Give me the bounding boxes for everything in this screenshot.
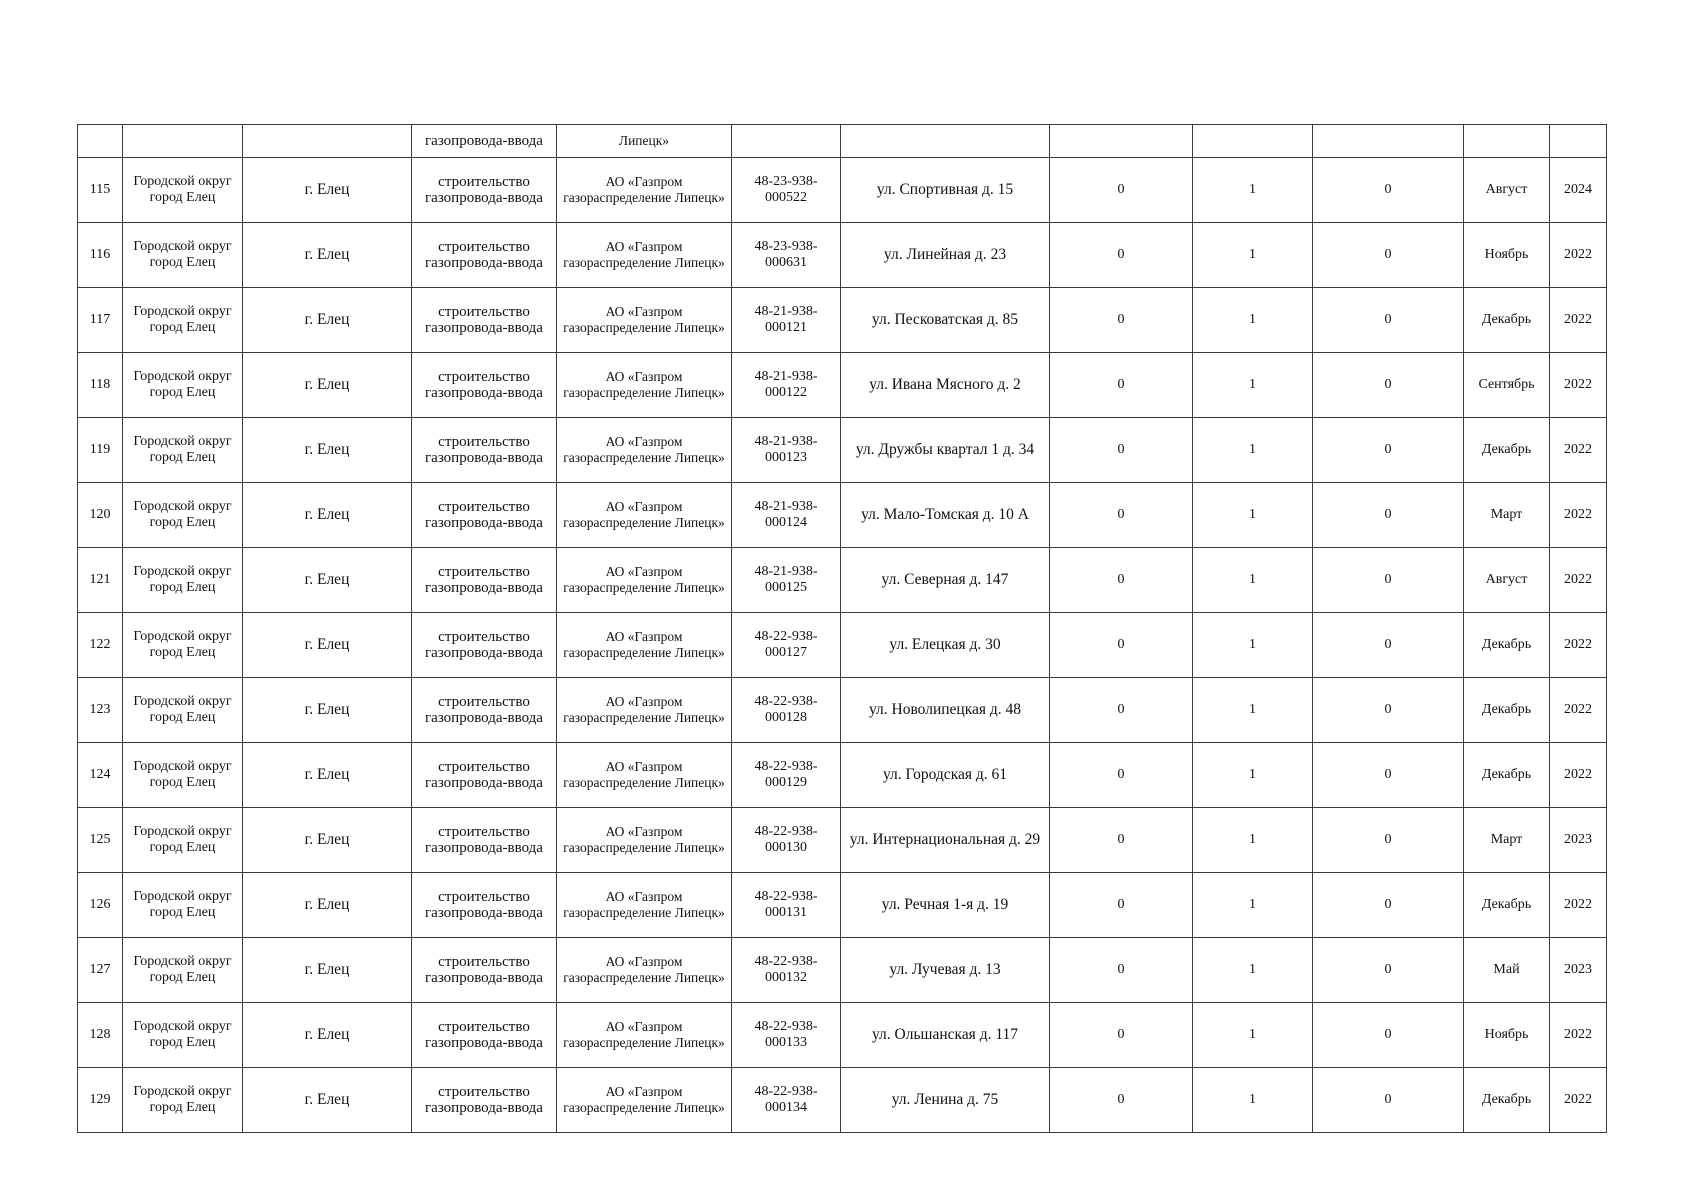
- cell-work: строительство газопровода-ввода: [412, 873, 557, 938]
- cell-address: ул. Ольшанская д. 117: [841, 1003, 1050, 1068]
- cell-v1: 0: [1050, 483, 1193, 548]
- cell-work: строительство газопровода-ввода: [412, 418, 557, 483]
- cell-v3: 0: [1313, 418, 1464, 483]
- table-body: [78, 125, 1607, 1133]
- cell-town: г. Елец: [243, 938, 412, 1003]
- cell-org: АО «Газпром газораспределение Липецк»: [557, 548, 732, 613]
- table-row: [78, 743, 1607, 808]
- cell-code: 48-22-938-000131: [732, 873, 841, 938]
- continuation-row: [78, 125, 1607, 158]
- cell-v1: 0: [1050, 288, 1193, 353]
- cell-month: Август: [1464, 158, 1550, 223]
- cell-month: Ноябрь: [1464, 1003, 1550, 1068]
- cell-town: г. Елец: [243, 353, 412, 418]
- cell-district: Городской округ город Елец: [123, 873, 243, 938]
- cell-num: [78, 125, 123, 158]
- cell-address: ул. Ивана Мясного д. 2: [841, 353, 1050, 418]
- cell-org: АО «Газпром газораспределение Липецк»: [557, 743, 732, 808]
- cell-v2: 1: [1193, 483, 1313, 548]
- cell-district: Городской округ город Елец: [123, 1068, 243, 1133]
- cell-month: [1464, 125, 1550, 158]
- cell-org: АО «Газпром газораспределение Липецк»: [557, 613, 732, 678]
- cell-code: [732, 125, 841, 158]
- cell-code: 48-23-938-000631: [732, 223, 841, 288]
- cell-month: Сентябрь: [1464, 353, 1550, 418]
- cell-org: АО «Газпром газораспределение Липецк»: [557, 1068, 732, 1133]
- cell-town: г. Елец: [243, 678, 412, 743]
- cell-num: 129: [78, 1068, 123, 1133]
- cell-district: Городской округ город Елец: [123, 808, 243, 873]
- cell-year: 2022: [1550, 223, 1607, 288]
- cell-district: Городской округ город Елец: [123, 353, 243, 418]
- cell-v1: 0: [1050, 1003, 1193, 1068]
- cell-num: 120: [78, 483, 123, 548]
- cell-v3: 0: [1313, 1003, 1464, 1068]
- cell-code: 48-23-938-000522: [732, 158, 841, 223]
- cell-district: Городской округ город Елец: [123, 158, 243, 223]
- cell-year: 2022: [1550, 1003, 1607, 1068]
- cell-org: АО «Газпром газораспределение Липецк»: [557, 353, 732, 418]
- table-row: [78, 808, 1607, 873]
- cell-district: Городской округ город Елец: [123, 223, 243, 288]
- cell-v3: 0: [1313, 548, 1464, 613]
- table-row: [78, 1068, 1607, 1133]
- cell-v2: 1: [1193, 158, 1313, 223]
- cell-org: Липецк»: [557, 125, 732, 158]
- cell-address: ул. Городская д. 61: [841, 743, 1050, 808]
- cell-year: 2022: [1550, 613, 1607, 678]
- cell-town: г. Елец: [243, 808, 412, 873]
- cell-v3: 0: [1313, 613, 1464, 678]
- cell-code: 48-21-938-000125: [732, 548, 841, 613]
- cell-v3: 0: [1313, 1068, 1464, 1133]
- table-row: [78, 613, 1607, 678]
- cell-district: Городской округ город Елец: [123, 418, 243, 483]
- cell-district: [123, 125, 243, 158]
- cell-town: г. Елец: [243, 223, 412, 288]
- cell-v1: 0: [1050, 743, 1193, 808]
- cell-address: ул. Мало-Томская д. 10 А: [841, 483, 1050, 548]
- cell-code: 48-22-938-000133: [732, 1003, 841, 1068]
- cell-v1: 0: [1050, 1068, 1193, 1133]
- cell-num: 125: [78, 808, 123, 873]
- table-row: [78, 1003, 1607, 1068]
- cell-month: Декабрь: [1464, 288, 1550, 353]
- cell-district: Городской округ город Елец: [123, 678, 243, 743]
- cell-num: 123: [78, 678, 123, 743]
- cell-year: 2022: [1550, 483, 1607, 548]
- cell-year: 2022: [1550, 418, 1607, 483]
- cell-v3: 0: [1313, 158, 1464, 223]
- cell-num: 128: [78, 1003, 123, 1068]
- cell-code: 48-22-938-000127: [732, 613, 841, 678]
- cell-v2: 1: [1193, 678, 1313, 743]
- cell-v2: [1193, 125, 1313, 158]
- table-row: [78, 483, 1607, 548]
- cell-year: 2022: [1550, 1068, 1607, 1133]
- cell-v1: [1050, 125, 1193, 158]
- cell-num: 122: [78, 613, 123, 678]
- cell-v1: 0: [1050, 223, 1193, 288]
- cell-v1: 0: [1050, 873, 1193, 938]
- cell-v1: 0: [1050, 678, 1193, 743]
- cell-code: 48-21-938-000123: [732, 418, 841, 483]
- cell-month: Март: [1464, 808, 1550, 873]
- cell-work: строительство газопровода-ввода: [412, 938, 557, 1003]
- cell-year: 2023: [1550, 808, 1607, 873]
- cell-v2: 1: [1193, 223, 1313, 288]
- cell-address: [841, 125, 1050, 158]
- cell-work: строительство газопровода-ввода: [412, 1068, 557, 1133]
- cell-month: Май: [1464, 938, 1550, 1003]
- cell-work: строительство газопровода-ввода: [412, 678, 557, 743]
- cell-work: строительство газопровода-ввода: [412, 1003, 557, 1068]
- cell-town: г. Елец: [243, 483, 412, 548]
- cell-town: г. Елец: [243, 613, 412, 678]
- cell-v2: 1: [1193, 873, 1313, 938]
- cell-num: 126: [78, 873, 123, 938]
- cell-work: строительство газопровода-ввода: [412, 158, 557, 223]
- cell-v3: 0: [1313, 288, 1464, 353]
- cell-work: строительство газопровода-ввода: [412, 288, 557, 353]
- cell-month: Декабрь: [1464, 1068, 1550, 1133]
- table-row: [78, 158, 1607, 223]
- cell-address: ул. Новолипецкая д. 48: [841, 678, 1050, 743]
- cell-town: [243, 125, 412, 158]
- cell-v2: 1: [1193, 353, 1313, 418]
- cell-district: Городской округ город Елец: [123, 1003, 243, 1068]
- cell-year: 2022: [1550, 873, 1607, 938]
- cell-year: 2023: [1550, 938, 1607, 1003]
- cell-year: [1550, 125, 1607, 158]
- cell-code: 48-22-938-000128: [732, 678, 841, 743]
- cell-month: Август: [1464, 548, 1550, 613]
- cell-v3: 0: [1313, 808, 1464, 873]
- cell-num: 121: [78, 548, 123, 613]
- cell-code: 48-22-938-000132: [732, 938, 841, 1003]
- cell-v3: 0: [1313, 678, 1464, 743]
- cell-v3: 0: [1313, 873, 1464, 938]
- cell-work: строительство газопровода-ввода: [412, 613, 557, 678]
- cell-address: ул. Песковатская д. 85: [841, 288, 1050, 353]
- cell-org: АО «Газпром газораспределение Липецк»: [557, 223, 732, 288]
- table-row: [78, 548, 1607, 613]
- cell-address: ул. Интернациональная д. 29: [841, 808, 1050, 873]
- cell-town: г. Елец: [243, 288, 412, 353]
- cell-address: ул. Речная 1-я д. 19: [841, 873, 1050, 938]
- cell-code: 48-22-938-000134: [732, 1068, 841, 1133]
- cell-v1: 0: [1050, 353, 1193, 418]
- cell-org: АО «Газпром газораспределение Липецк»: [557, 158, 732, 223]
- cell-num: 119: [78, 418, 123, 483]
- table-row: [78, 353, 1607, 418]
- cell-district: Городской округ город Елец: [123, 288, 243, 353]
- table-row: [78, 938, 1607, 1003]
- cell-org: АО «Газпром газораспределение Липецк»: [557, 678, 732, 743]
- cell-num: 124: [78, 743, 123, 808]
- cell-district: Городской округ город Елец: [123, 548, 243, 613]
- cell-work: газопровода-ввода: [412, 125, 557, 158]
- cell-year: 2022: [1550, 678, 1607, 743]
- cell-v3: 0: [1313, 483, 1464, 548]
- cell-org: АО «Газпром газораспределение Липецк»: [557, 418, 732, 483]
- cell-code: 48-22-938-000129: [732, 743, 841, 808]
- cell-org: АО «Газпром газораспределение Липецк»: [557, 1003, 732, 1068]
- cell-town: г. Елец: [243, 873, 412, 938]
- table-row: [78, 223, 1607, 288]
- cell-v3: 0: [1313, 223, 1464, 288]
- cell-month: Декабрь: [1464, 418, 1550, 483]
- cell-code: 48-21-938-000124: [732, 483, 841, 548]
- cell-district: Городской округ город Елец: [123, 938, 243, 1003]
- cell-town: г. Елец: [243, 418, 412, 483]
- cell-org: АО «Газпром газораспределение Липецк»: [557, 873, 732, 938]
- cell-num: 127: [78, 938, 123, 1003]
- cell-work: строительство газопровода-ввода: [412, 808, 557, 873]
- cell-v1: 0: [1050, 808, 1193, 873]
- table-row: [78, 678, 1607, 743]
- cell-num: 115: [78, 158, 123, 223]
- cell-town: г. Елец: [243, 158, 412, 223]
- cell-v1: 0: [1050, 548, 1193, 613]
- cell-v2: 1: [1193, 418, 1313, 483]
- cell-work: строительство газопровода-ввода: [412, 743, 557, 808]
- cell-month: Март: [1464, 483, 1550, 548]
- cell-year: 2022: [1550, 288, 1607, 353]
- table-row: [78, 288, 1607, 353]
- cell-work: строительство газопровода-ввода: [412, 223, 557, 288]
- cell-v2: 1: [1193, 808, 1313, 873]
- cell-town: г. Елец: [243, 743, 412, 808]
- cell-month: Ноябрь: [1464, 223, 1550, 288]
- cell-town: г. Елец: [243, 548, 412, 613]
- cell-code: 48-21-938-000121: [732, 288, 841, 353]
- cell-v3: [1313, 125, 1464, 158]
- table-row: [78, 873, 1607, 938]
- cell-year: 2022: [1550, 548, 1607, 613]
- table-row: [78, 418, 1607, 483]
- cell-v1: 0: [1050, 158, 1193, 223]
- cell-address: ул. Ленина д. 75: [841, 1068, 1050, 1133]
- cell-address: ул. Северная д. 147: [841, 548, 1050, 613]
- cell-district: Городской округ город Елец: [123, 613, 243, 678]
- cell-work: строительство газопровода-ввода: [412, 483, 557, 548]
- cell-org: АО «Газпром газораспределение Липецк»: [557, 808, 732, 873]
- cell-address: ул. Дружбы квартал 1 д. 34: [841, 418, 1050, 483]
- cell-org: АО «Газпром газораспределение Липецк»: [557, 483, 732, 548]
- cell-v2: 1: [1193, 743, 1313, 808]
- cell-year: 2022: [1550, 353, 1607, 418]
- cell-num: 118: [78, 353, 123, 418]
- cell-v2: 1: [1193, 1068, 1313, 1133]
- cell-v1: 0: [1050, 613, 1193, 678]
- cell-district: Городской округ город Елец: [123, 483, 243, 548]
- cell-code: 48-21-938-000122: [732, 353, 841, 418]
- cell-v1: 0: [1050, 418, 1193, 483]
- cell-address: ул. Линейная д. 23: [841, 223, 1050, 288]
- cell-town: г. Елец: [243, 1003, 412, 1068]
- cell-v3: 0: [1313, 353, 1464, 418]
- cell-num: 116: [78, 223, 123, 288]
- cell-v3: 0: [1313, 743, 1464, 808]
- cell-district: Городской округ город Елец: [123, 743, 243, 808]
- cell-v1: 0: [1050, 938, 1193, 1003]
- cell-month: Декабрь: [1464, 743, 1550, 808]
- cell-org: АО «Газпром газораспределение Липецк»: [557, 938, 732, 1003]
- cell-year: 2024: [1550, 158, 1607, 223]
- cell-month: Декабрь: [1464, 678, 1550, 743]
- cell-v2: 1: [1193, 613, 1313, 678]
- cell-code: 48-22-938-000130: [732, 808, 841, 873]
- cell-address: ул. Спортивная д. 15: [841, 158, 1050, 223]
- cell-address: ул. Елецкая д. 30: [841, 613, 1050, 678]
- cell-work: строительство газопровода-ввода: [412, 548, 557, 613]
- cell-year: 2022: [1550, 743, 1607, 808]
- cell-month: Декабрь: [1464, 873, 1550, 938]
- cell-v2: 1: [1193, 938, 1313, 1003]
- cell-v2: 1: [1193, 1003, 1313, 1068]
- cell-v3: 0: [1313, 938, 1464, 1003]
- cell-v2: 1: [1193, 288, 1313, 353]
- cell-town: г. Елец: [243, 1068, 412, 1133]
- cell-org: АО «Газпром газораспределение Липецк»: [557, 288, 732, 353]
- cell-v2: 1: [1193, 548, 1313, 613]
- cell-address: ул. Лучевая д. 13: [841, 938, 1050, 1003]
- cell-work: строительство газопровода-ввода: [412, 353, 557, 418]
- cell-num: 117: [78, 288, 123, 353]
- gas-pipeline-table: [77, 124, 1607, 1133]
- cell-month: Декабрь: [1464, 613, 1550, 678]
